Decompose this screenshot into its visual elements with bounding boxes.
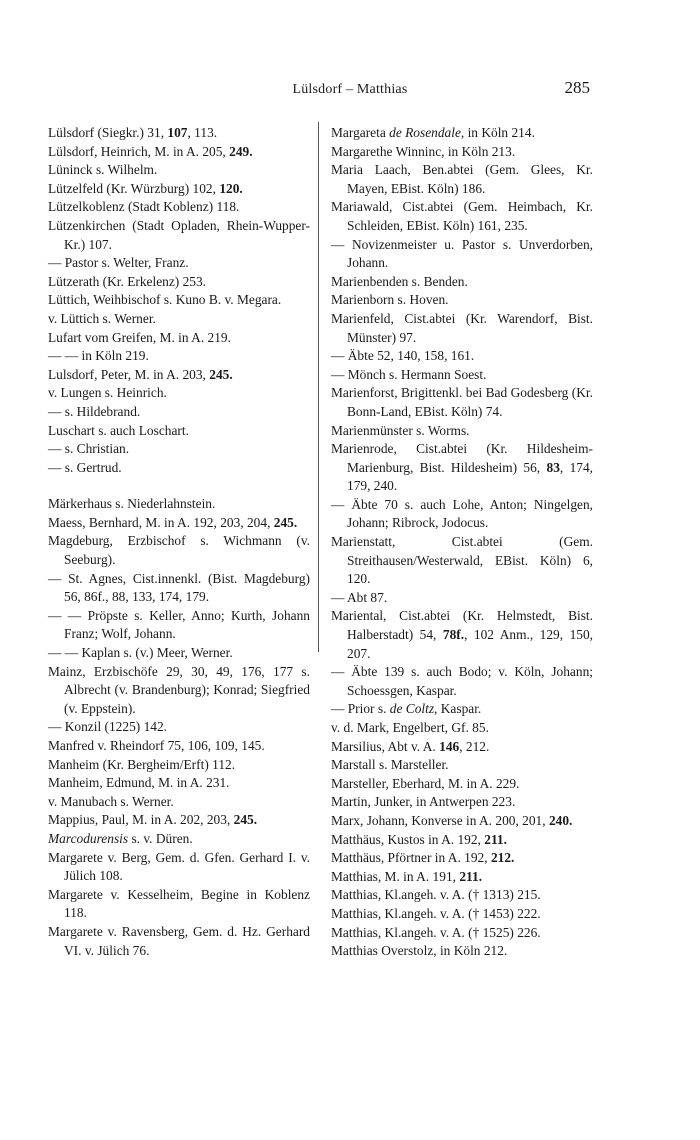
entry-text: Margarete v. Kesselheim, Begine in Koblenz 118. [48, 886, 310, 921]
index-entry [48, 180, 310, 199]
entry-text: Mariawald, Cist.abtei (Gem. Heimbach, Kr. Schleiden, EBist. Köln) 161, 235. [331, 199, 593, 233]
index-entry [331, 236, 593, 273]
index-column-left [48, 124, 310, 960]
index-entry [331, 905, 593, 924]
index-entry [48, 663, 310, 719]
bold-page-reference: 107 [167, 125, 188, 140]
entry-text: Märkerhaus s. Niederlahnstein. [48, 496, 216, 512]
bold-page-reference: 245. [233, 812, 258, 828]
entry-text: — Äbte 70 s. auch Lohe, Anton; Ningelgen, Johann; Ribrock, Jodocus. [331, 496, 593, 531]
index-entry [48, 459, 310, 478]
index-entry [331, 422, 593, 441]
entry-text: Marsteller, Eberhard, M. in A. 229. [331, 775, 520, 791]
bold-page-reference: 211. [459, 868, 483, 884]
index-entry [48, 329, 310, 348]
index-entry [48, 310, 310, 329]
entry-text: , 174, 179, 240. [347, 459, 593, 494]
column-divider [318, 122, 319, 652]
entry-text: Marienforst, Brigittenkl. bei Bad Godesberg (Kr. Bonn-Land, EBist. Köln) 74. [331, 385, 593, 419]
entry-text: Matthias Overstolz, in Köln 212. [331, 943, 508, 959]
index-entry [48, 923, 310, 960]
entry-text: Marsilius, Abt v. A. [331, 738, 440, 754]
entry-text: Mappius, Paul, M. in A. 202, 203, [48, 812, 234, 828]
entry-text: Mainz, Erzbischöfe 29, 30, 49, 176, 177 s. Albrecht (v. Brandenburg); Konrad; Siegfried (v. Eppstein). [48, 663, 310, 716]
index-entry [48, 143, 310, 162]
entry-text: — s. Hildebrand. [48, 403, 141, 419]
index-entry [331, 868, 593, 887]
index-entry [48, 644, 310, 663]
entry-text: Luschart s. auch Loschart. [48, 422, 189, 438]
entry-text: s. v. Düren. [128, 830, 193, 846]
entry-text: , 113. [187, 125, 218, 140]
entry-text: — Mönch s. Hermann Soest. [331, 366, 487, 382]
index-entry [331, 291, 593, 310]
italic-text: de Coltz [389, 701, 435, 717]
index-entry [48, 422, 310, 441]
index-entry [48, 291, 310, 310]
index-entry [331, 942, 593, 961]
index-entry [48, 198, 310, 217]
index-entry [331, 310, 593, 347]
index-entry [331, 161, 593, 198]
bold-page-reference: 211. [484, 831, 507, 847]
entry-text: v. d. Mark, Engelbert, Gf. 85. [331, 720, 489, 735]
entry-text: , Kaspar. [434, 701, 482, 717]
index-entry [331, 440, 593, 496]
italic-text: de Rosendale [389, 125, 461, 140]
index-entry [331, 831, 593, 850]
index-entry [331, 607, 593, 663]
entry-text: Lülsdorf, Heinrich, M. in A. 205, [48, 143, 230, 159]
index-entry [331, 589, 593, 608]
entry-text: v. Lungen s. Heinrich. [48, 385, 167, 401]
entry-text: Lüninck s. Wilhelm. [48, 162, 158, 178]
entry-text: Marienrode, Cist.abtei (Kr. Hildesheim-Marienburg, Bist. Hildesheim) 56, [331, 441, 593, 475]
entry-text: Lützerath (Kr. Erkelenz) 253. [48, 273, 207, 289]
index-entry [48, 849, 310, 886]
entry-text: Manheim, Edmund, M. in A. 231. [48, 775, 230, 791]
entry-text: — Prior s. [331, 701, 390, 717]
index-entry [331, 812, 593, 831]
entry-text: Margarethe Winninc, in Köln 213. [331, 143, 516, 159]
entry-text: Manfred v. Rheindorf 75, 106, 109, 145. [48, 738, 265, 753]
entry-text: Lulsdorf, Peter, M. in A. 203, [48, 366, 210, 382]
index-entry [331, 719, 593, 738]
bold-page-reference: 78f. [442, 627, 465, 643]
entry-text: Marienmünster s. Worms. [331, 422, 470, 438]
index-entry [48, 273, 310, 292]
index-entry [331, 700, 593, 719]
index-entry [48, 440, 310, 459]
entry-text: — Abt 87. [331, 589, 388, 605]
entry-text: , 102 Anm., 129, 150, 207. [347, 627, 593, 661]
index-entry [48, 366, 310, 385]
index-entry [48, 495, 310, 514]
index-entry [48, 886, 310, 923]
entry-text: Matthias, Kl.angeh. v. A. († 1313) 215. [331, 887, 541, 903]
index-entry [48, 124, 310, 143]
running-head: Lülsdorf – Matthias [292, 82, 408, 97]
index-entry [331, 924, 593, 943]
italic-text: Marcodurensis [48, 830, 129, 846]
entry-text: Lützelkoblenz (Stadt Koblenz) 118. [48, 199, 240, 215]
index-column-right [331, 124, 593, 961]
entry-text: Lützelfeld (Kr. Würzburg) 102, [48, 180, 220, 196]
entry-text: — Äbte 52, 140, 158, 161. [331, 348, 475, 364]
entry-text: Marienfeld, Cist.abtei (Kr. Warendorf, Bist. Münster) 97. [331, 310, 593, 345]
entry-text: Matthäus, Pförtner in A. 192, [331, 850, 491, 866]
index-entry [48, 756, 310, 775]
index-entry [48, 718, 310, 737]
entry-text: — s. Gertrud. [48, 459, 122, 475]
bold-page-reference: 249. [229, 143, 253, 159]
entry-text: Maess, Bernhard, M. in A. 192, 203, 204, [48, 514, 274, 530]
entry-text: v. Manubach s. Werner. [48, 793, 174, 809]
entry-text: Marx, Johann, Konverse in A. 200, 201, [331, 812, 549, 828]
bold-page-reference: 245. [209, 366, 233, 382]
index-entry [48, 774, 310, 793]
index-entry [331, 886, 593, 905]
index-entry [331, 663, 593, 700]
entry-text: Magdeburg, Erzbischof s. Wichmann (v. Seeburg). [48, 533, 310, 568]
index-entry [331, 124, 593, 143]
entry-text: — Äbte 139 s. auch Bodo; v. Köln, Johann; Schoessgen, Kaspar. [331, 664, 593, 698]
entry-text: Marienborn s. Hoven. [331, 292, 449, 308]
index-entry [331, 198, 593, 235]
index-entry [331, 347, 593, 366]
entry-text: Lüttich, Weihbischof s. Kuno B. v. Megara. [48, 292, 282, 308]
index-entry [48, 161, 310, 180]
entry-text: Margareta [331, 125, 390, 140]
entry-text: Maria Laach, Ben.abtei (Gem. Glees, Kr. Mayen, EBist. Köln) 186. [331, 162, 593, 196]
entry-text: — — Pröpste s. Keller, Anno; Kurth, Johann Franz; Wolf, Johann. [48, 607, 310, 642]
page-number: 285 [564, 78, 590, 97]
index-entry [48, 830, 310, 849]
entry-text: Mariental, Cist.abtei (Kr. Helmstedt, Bist. Halberstadt) 54, [331, 608, 593, 643]
entry-text: Marienbenden s. Benden. [331, 273, 468, 289]
entry-text: Matthias, M. in A. 191, [331, 868, 460, 884]
entry-text: , in Köln 214. [460, 125, 535, 140]
entry-text: , 212. [459, 738, 490, 754]
index-entry [331, 793, 593, 812]
index-entry [331, 533, 593, 589]
index-entry [48, 403, 310, 422]
entry-text: Lufart vom Greifen, M. in A. 219. [48, 329, 231, 345]
index-entry [48, 532, 310, 569]
bold-page-reference: 120. [219, 180, 243, 196]
bold-page-reference: 245. [273, 514, 298, 530]
entry-text: Matthias, Kl.angeh. v. A. († 1525) 226. [331, 924, 541, 940]
index-entry [331, 496, 593, 533]
index-entry [331, 849, 593, 868]
entry-text: — Konzil (1225) 142. [48, 719, 168, 735]
index-entry [48, 384, 310, 403]
entry-text: v. Lüttich s. Werner. [48, 310, 156, 326]
index-entry [48, 607, 310, 644]
entry-text: Lützenkirchen (Stadt Opladen, Rhein-Wupper-Kr.) 107. [48, 217, 310, 252]
entry-text: Martin, Junker, in Antwerpen 223. [331, 794, 516, 810]
entry-text: Marstall s. Marsteller. [331, 757, 449, 773]
index-entry [48, 254, 310, 273]
index-entry [331, 738, 593, 757]
index-entry [331, 366, 593, 385]
index-entry [48, 570, 310, 607]
page-header [0, 78, 700, 104]
index-entry [48, 217, 310, 254]
index-entry [331, 756, 593, 775]
entry-text: Matthäus, Kustos in A. 192, [331, 831, 485, 847]
index-entry [331, 273, 593, 292]
entry-text: — s. Christian. [48, 441, 130, 457]
entry-text: Matthias, Kl.angeh. v. A. († 1453) 222. [331, 905, 541, 921]
entry-text: — Novizenmeister u. Pastor s. Unverdorben, Johann. [331, 236, 593, 271]
entry-text: — St. Agnes, Cist.innenkl. (Bist. Magdeburg) 56, 86f., 88, 133, 174, 179. [48, 570, 310, 605]
index-entry [48, 737, 310, 756]
entry-text: Manheim (Kr. Bergheim/Erft) 112. [48, 756, 236, 772]
bold-page-reference: 146 [439, 738, 460, 754]
entry-text: Lülsdorf (Siegkr.) 31, [48, 125, 168, 140]
index-entry [48, 514, 310, 533]
entry-text: Margarete v. Ravensberg, Gem. d. Hz. Gerhard VI. v. Jülich 76. [48, 923, 310, 958]
index-entry [48, 793, 310, 812]
entry-text: — — Kaplan s. (v.) Meer, Werner. [48, 645, 233, 661]
bold-page-reference: 83 [546, 459, 560, 475]
entry-text: Marienstatt, Cist.abtei (Gem. Streithausen/Westerwald, EBist. Köln) 6, 120. [331, 534, 593, 587]
bold-page-reference: 212. [490, 850, 515, 866]
entry-text: Margarete v. Berg, Gem. d. Gfen. Gerhard I. v. Jülich 108. [48, 849, 310, 884]
entry-text: — Pastor s. Welter, Franz. [48, 255, 189, 271]
index-entry [331, 384, 593, 421]
index-entry [331, 143, 593, 162]
index-entry [331, 775, 593, 794]
index-entry [48, 811, 310, 830]
index-entry [48, 347, 310, 366]
bold-page-reference: 240. [548, 812, 573, 828]
entry-text: — — in Köln 219. [48, 348, 149, 364]
